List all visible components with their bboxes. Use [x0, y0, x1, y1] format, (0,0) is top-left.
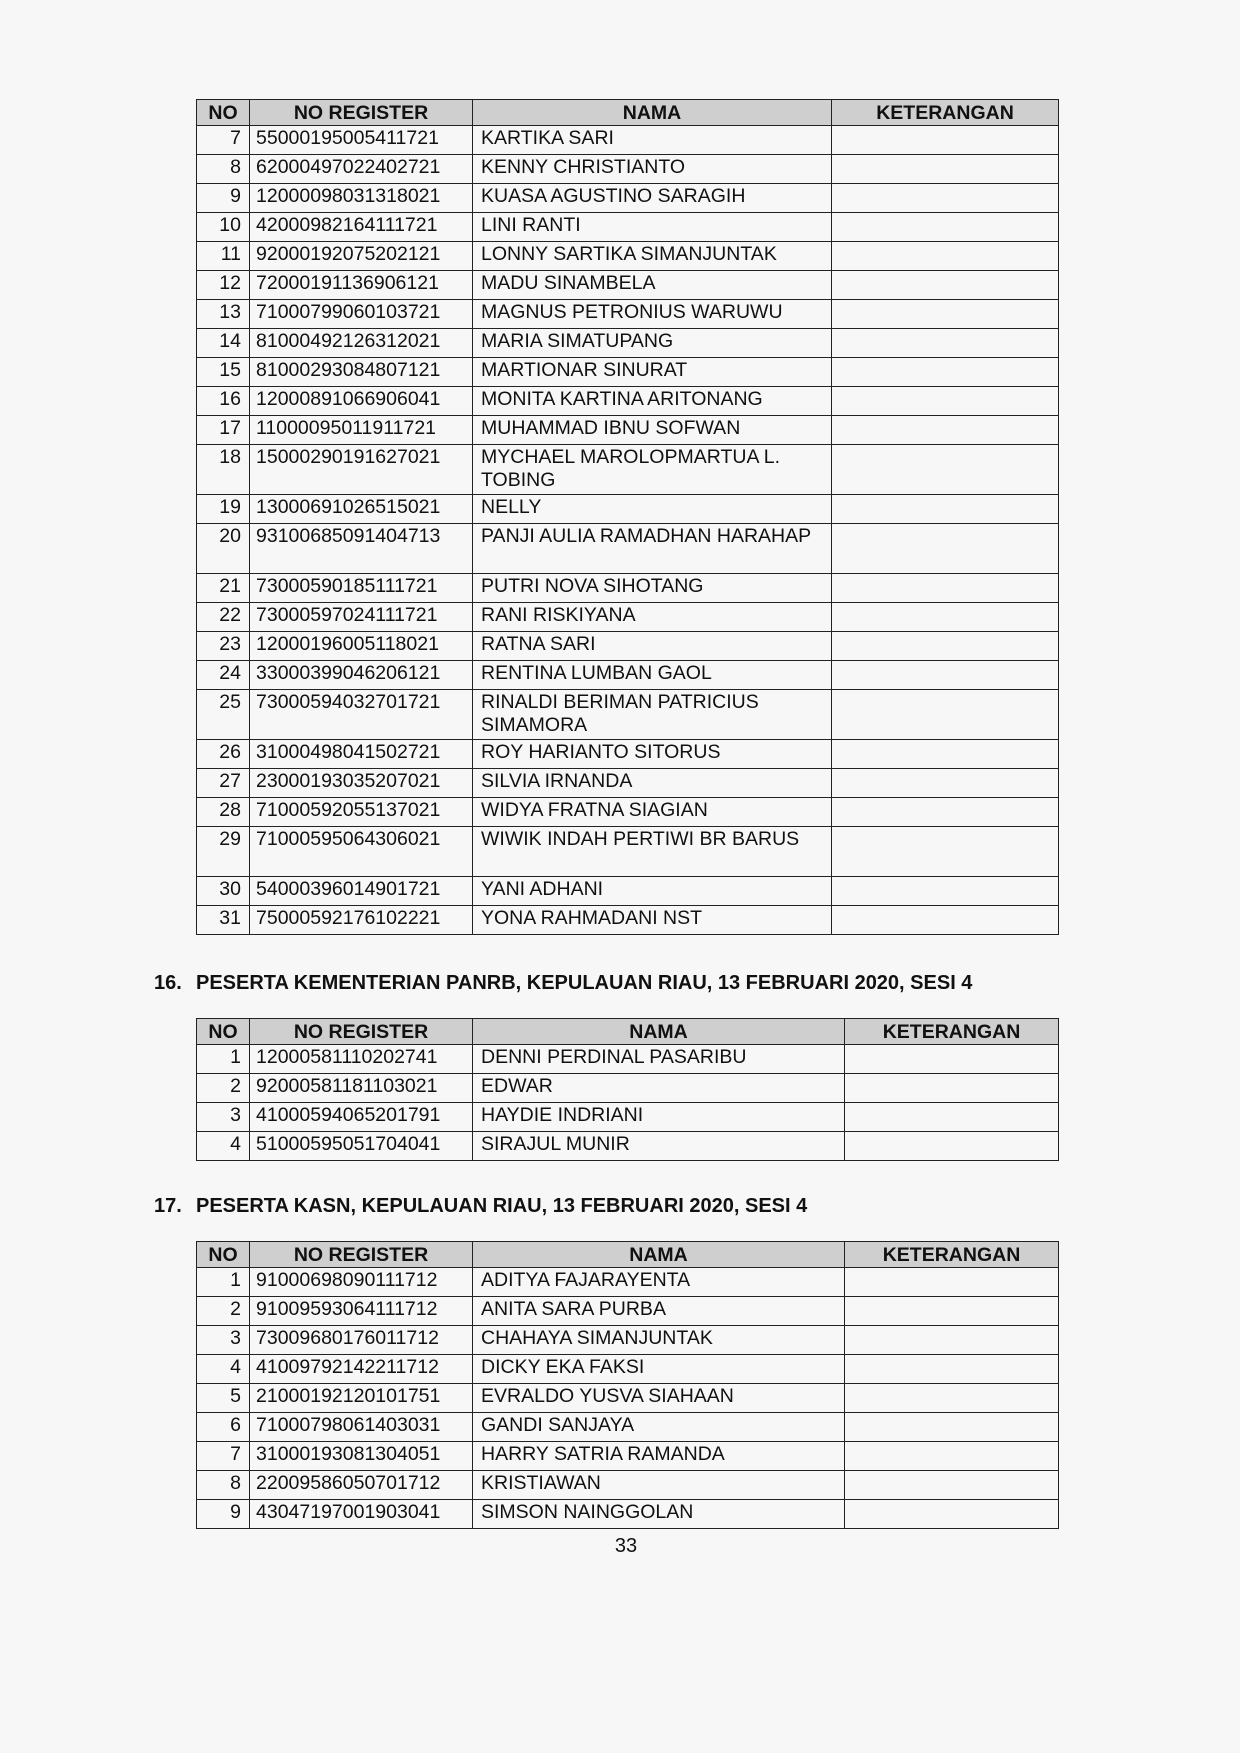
row-number: 16: [197, 386, 250, 415]
register-number: 13000691026515021: [250, 494, 473, 523]
register-number: 11000095011911721: [250, 415, 473, 444]
table-row: [197, 494, 1059, 523]
table-body: [197, 1267, 1059, 1528]
register-number: 93100685091404713: [250, 523, 473, 573]
note-cell: [832, 444, 1059, 494]
register-number: 43047197001903041: [250, 1499, 473, 1528]
row-number: 22: [197, 602, 250, 631]
participant-name: RINALDI BERIMAN PATRICIUS SIMAMORA: [473, 689, 832, 739]
section-number: 16.: [154, 972, 182, 994]
section-heading-16: [154, 972, 972, 995]
note-cell: [832, 270, 1059, 299]
section-number: 17.: [154, 1195, 182, 1217]
note-cell: [832, 826, 1059, 876]
register-number: 75000592176102221: [250, 905, 473, 934]
note-cell: [832, 386, 1059, 415]
participant-name: NELLY: [473, 494, 832, 523]
note-cell: [832, 631, 1059, 660]
row-number: 6: [197, 1412, 250, 1441]
row-number: 8: [197, 154, 250, 183]
table-row: [197, 797, 1059, 826]
participant-name: DICKY EKA FAKSI: [473, 1354, 845, 1383]
participant-name: RATNA SARI: [473, 631, 832, 660]
row-number: 4: [197, 1354, 250, 1383]
table-row: [197, 299, 1059, 328]
register-number: 51000595051704041: [250, 1131, 473, 1160]
register-number: 12000581110202741: [250, 1044, 473, 1073]
register-number: 22009586050701712: [250, 1470, 473, 1499]
register-number: 81000492126312021: [250, 328, 473, 357]
note-cell: [832, 494, 1059, 523]
register-number: 71000798061403031: [250, 1412, 473, 1441]
row-number: 1: [197, 1267, 250, 1296]
register-number: 72000191136906121: [250, 270, 473, 299]
participant-name: WIWIK INDAH PERTIWI BR BARUS: [473, 826, 832, 876]
note-cell: [832, 212, 1059, 241]
register-number: 71000799060103721: [250, 299, 473, 328]
register-number: 92000192075202121: [250, 241, 473, 270]
participant-name: CHAHAYA SIMANJUNTAK: [473, 1325, 845, 1354]
page-number: 33: [614, 1535, 638, 1557]
note-cell: [845, 1296, 1059, 1325]
participant-name: MARIA SIMATUPANG: [473, 328, 832, 357]
row-number: 15: [197, 357, 250, 386]
table-row: [197, 270, 1059, 299]
row-number: 30: [197, 876, 250, 905]
note-cell: [832, 905, 1059, 934]
register-number: 41009792142211712: [250, 1354, 473, 1383]
participant-name: YANI ADHANI: [473, 876, 832, 905]
row-number: 2: [197, 1296, 250, 1325]
header-no: NO: [197, 1242, 250, 1268]
note-cell: [832, 154, 1059, 183]
table-row: [197, 1412, 1059, 1441]
register-number: 23000193035207021: [250, 768, 473, 797]
register-number: 73009680176011712: [250, 1325, 473, 1354]
table-row: [197, 1354, 1059, 1383]
row-number: 14: [197, 328, 250, 357]
header-name: NAMA: [473, 1242, 845, 1268]
participant-name: MARTIONAR SINURAT: [473, 357, 832, 386]
row-number: 17: [197, 415, 250, 444]
participant-table-continued: [196, 99, 1059, 935]
table-row: [197, 689, 1059, 739]
header-register: NO REGISTER: [250, 100, 473, 126]
table-row: [197, 1383, 1059, 1412]
row-number: 2: [197, 1073, 250, 1102]
register-number: 92000581181103021: [250, 1073, 473, 1102]
register-number: 12000891066906041: [250, 386, 473, 415]
participant-name: EVRALDO YUSVA SIAHAAN: [473, 1383, 845, 1412]
header-note: KETERANGAN: [832, 100, 1059, 126]
participant-name: ANITA SARA PURBA: [473, 1296, 845, 1325]
note-cell: [845, 1412, 1059, 1441]
row-number: 20: [197, 523, 250, 573]
note-cell: [845, 1354, 1059, 1383]
table-row: [197, 826, 1059, 876]
header-note: KETERANGAN: [845, 1242, 1059, 1268]
participant-name: SIMSON NAINGGOLAN: [473, 1499, 845, 1528]
table-row: [197, 154, 1059, 183]
note-cell: [832, 689, 1059, 739]
participant-name: HARRY SATRIA RAMANDA: [473, 1441, 845, 1470]
register-number: 12000098031318021: [250, 183, 473, 212]
row-number: 26: [197, 739, 250, 768]
participant-name: GANDI SANJAYA: [473, 1412, 845, 1441]
row-number: 21: [197, 573, 250, 602]
register-number: 73000597024111721: [250, 602, 473, 631]
note-cell: [832, 797, 1059, 826]
row-number: 3: [197, 1325, 250, 1354]
table-row: [197, 1441, 1059, 1470]
note-cell: [845, 1325, 1059, 1354]
note-cell: [845, 1499, 1059, 1528]
row-number: 29: [197, 826, 250, 876]
participant-name: KRISTIAWAN: [473, 1470, 845, 1499]
row-number: 24: [197, 660, 250, 689]
register-number: 81000293084807121: [250, 357, 473, 386]
note-cell: [832, 357, 1059, 386]
row-number: 19: [197, 494, 250, 523]
header-register: NO REGISTER: [250, 1019, 473, 1045]
table-header-row: [197, 1019, 1059, 1045]
note-cell: [845, 1441, 1059, 1470]
note-cell: [832, 183, 1059, 212]
row-number: 25: [197, 689, 250, 739]
note-cell: [845, 1470, 1059, 1499]
participant-table-kasn: [196, 1241, 1059, 1529]
note-cell: [832, 739, 1059, 768]
table-body: [197, 1044, 1059, 1160]
register-number: 15000290191627021: [250, 444, 473, 494]
row-number: 3: [197, 1102, 250, 1131]
register-number: 62000497022402721: [250, 154, 473, 183]
table-row: [197, 1267, 1059, 1296]
row-number: 7: [197, 1441, 250, 1470]
note-cell: [845, 1383, 1059, 1412]
row-number: 10: [197, 212, 250, 241]
row-number: 11: [197, 241, 250, 270]
participant-name: KENNY CHRISTIANTO: [473, 154, 832, 183]
section-title: PESERTA KASN, KEPULAUAN RIAU, 13 FEBRUARI 2020, SESI 4: [196, 1195, 808, 1217]
table-row: [197, 357, 1059, 386]
section-heading-17: [154, 1195, 807, 1218]
table-row: [197, 1073, 1059, 1102]
header-no: NO: [197, 1019, 250, 1045]
table-row: [197, 125, 1059, 154]
note-cell: [845, 1044, 1059, 1073]
table-row: [197, 1044, 1059, 1073]
table-row: [197, 602, 1059, 631]
row-number: 31: [197, 905, 250, 934]
row-number: 27: [197, 768, 250, 797]
note-cell: [832, 328, 1059, 357]
participant-name: RANI RISKIYANA: [473, 602, 832, 631]
table-row: [197, 523, 1059, 573]
participant-name: MUHAMMAD IBNU SOFWAN: [473, 415, 832, 444]
note-cell: [832, 876, 1059, 905]
table-row: [197, 241, 1059, 270]
participant-name: ROY HARIANTO SITORUS: [473, 739, 832, 768]
participant-name: PANJI AULIA RAMADHAN HARAHAP: [473, 523, 832, 573]
table-row: [197, 876, 1059, 905]
row-number: 8: [197, 1470, 250, 1499]
table-row: [197, 1325, 1059, 1354]
participant-name: EDWAR: [473, 1073, 845, 1102]
participant-name: MYCHAEL MAROLOPMARTUA L. TOBING: [473, 444, 832, 494]
register-number: 42000982164111721: [250, 212, 473, 241]
register-number: 71000595064306021: [250, 826, 473, 876]
participant-name: DENNI PERDINAL PASARIBU: [473, 1044, 845, 1073]
register-number: 91009593064111712: [250, 1296, 473, 1325]
participant-name: SILVIA IRNANDA: [473, 768, 832, 797]
row-number: 9: [197, 1499, 250, 1528]
note-cell: [832, 660, 1059, 689]
header-note: KETERANGAN: [845, 1019, 1059, 1045]
participant-name: KUASA AGUSTINO SARAGIH: [473, 183, 832, 212]
header-name: NAMA: [473, 1019, 845, 1045]
note-cell: [832, 768, 1059, 797]
participant-name: ADITYA FAJARAYENTA: [473, 1267, 845, 1296]
header-name: NAMA: [473, 100, 832, 126]
note-cell: [845, 1267, 1059, 1296]
table-row: [197, 905, 1059, 934]
table-row: [197, 660, 1059, 689]
table-body: [197, 125, 1059, 934]
table-row: [197, 415, 1059, 444]
row-number: 5: [197, 1383, 250, 1412]
table-row: [197, 1470, 1059, 1499]
table-row: [197, 212, 1059, 241]
participant-name: HAYDIE INDRIANI: [473, 1102, 845, 1131]
table-row: [197, 328, 1059, 357]
note-cell: [845, 1102, 1059, 1131]
register-number: 33000399046206121: [250, 660, 473, 689]
register-number: 31000193081304051: [250, 1441, 473, 1470]
register-number: 12000196005118021: [250, 631, 473, 660]
header-register: NO REGISTER: [250, 1242, 473, 1268]
note-cell: [832, 602, 1059, 631]
table-row: [197, 444, 1059, 494]
participant-name: PUTRI NOVA SIHOTANG: [473, 573, 832, 602]
section-title: PESERTA KEMENTERIAN PANRB, KEPULAUAN RIAU, 13 FEBRUARI 2020, SESI 4: [196, 972, 973, 994]
register-number: 41000594065201791: [250, 1102, 473, 1131]
participant-table-panrb: [196, 1018, 1059, 1161]
participant-name: MADU SINAMBELA: [473, 270, 832, 299]
row-number: 4: [197, 1131, 250, 1160]
table-row: [197, 386, 1059, 415]
participant-name: YONA RAHMADANI NST: [473, 905, 832, 934]
register-number: 71000592055137021: [250, 797, 473, 826]
note-cell: [832, 523, 1059, 573]
register-number: 55000195005411721: [250, 125, 473, 154]
table-row: [197, 1131, 1059, 1160]
participant-name: LONNY SARTIKA SIMANJUNTAK: [473, 241, 832, 270]
note-cell: [832, 299, 1059, 328]
table-header-row: [197, 1242, 1059, 1268]
table-row: [197, 1102, 1059, 1131]
table-row: [197, 1499, 1059, 1528]
row-number: 12: [197, 270, 250, 299]
table-row: [197, 183, 1059, 212]
participant-name: SIRAJUL MUNIR: [473, 1131, 845, 1160]
note-cell: [832, 241, 1059, 270]
participant-name: WIDYA FRATNA SIAGIAN: [473, 797, 832, 826]
register-number: 91000698090111712: [250, 1267, 473, 1296]
row-number: 1: [197, 1044, 250, 1073]
row-number: 13: [197, 299, 250, 328]
table-row: [197, 631, 1059, 660]
participant-name: RENTINA LUMBAN GAOL: [473, 660, 832, 689]
register-number: 54000396014901721: [250, 876, 473, 905]
note-cell: [845, 1131, 1059, 1160]
table-row: [197, 739, 1059, 768]
register-number: 31000498041502721: [250, 739, 473, 768]
table-row: [197, 573, 1059, 602]
participant-name: MAGNUS PETRONIUS WARUWU: [473, 299, 832, 328]
table-row: [197, 1296, 1059, 1325]
note-cell: [845, 1073, 1059, 1102]
register-number: 73000590185111721: [250, 573, 473, 602]
row-number: 9: [197, 183, 250, 212]
row-number: 7: [197, 125, 250, 154]
note-cell: [832, 415, 1059, 444]
header-no: NO: [197, 100, 250, 126]
row-number: 23: [197, 631, 250, 660]
table-header-row: [197, 100, 1059, 126]
participant-name: LINI RANTI: [473, 212, 832, 241]
note-cell: [832, 125, 1059, 154]
row-number: 18: [197, 444, 250, 494]
register-number: 73000594032701721: [250, 689, 473, 739]
row-number: 28: [197, 797, 250, 826]
participant-name: MONITA KARTINA ARITONANG: [473, 386, 832, 415]
table-row: [197, 768, 1059, 797]
participant-name: KARTIKA SARI: [473, 125, 832, 154]
register-number: 21000192120101751: [250, 1383, 473, 1412]
note-cell: [832, 573, 1059, 602]
